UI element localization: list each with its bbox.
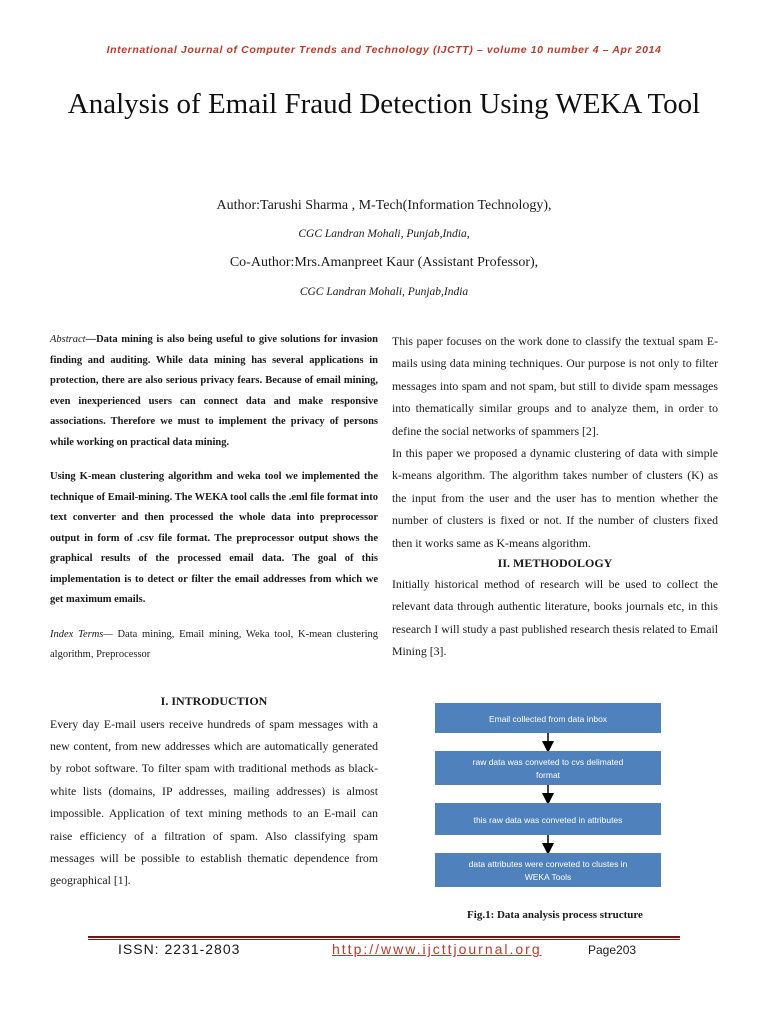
introduction-text: Every day E-mail users receive hundreds of spam messages with a new content, from new addresses which are automatically generated by robot software. To filter spam with traditional methods as black-white lists (domains, IP addresses, mailing addresses) is almost impossible. Application of text mining methods to an E-mail can raise efficiency of a filtration of spam. Also classifying spam messages will be possible to establish thematic dependence from geographical [1]. <box>50 716 378 888</box>
index-terms-label: Index Terms— <box>50 628 113 640</box>
footer-issn: ISSN: 2231-2803 <box>118 941 241 957</box>
process-box-1-label: Email collected from data inbox <box>488 714 608 724</box>
figure-caption: Fig.1: Data analysis process structure <box>467 909 643 921</box>
footer-page-number: Page203 <box>588 943 637 957</box>
process-box-3-label: this raw data was conveted in attributes <box>473 815 623 825</box>
right-paragraph-1: This paper focuses on the work done to classify the textual spam E-mails using data mining techniques. Our purpose is not only to filter messages into spam and not spam, but still to divide spam messages into thematically similar groups and to analyze them, in order to define the social networks of spammers [2]. <box>392 334 718 438</box>
process-box-2-label-line2: format <box>535 770 561 780</box>
right-paragraph-2: In this paper we proposed a dynamic clustering of data with simple k-means algorithm. The algorithm takes number of clusters (K) as the input from the user and the user has to mention whether the number of clusters is fixed or not. If the number of clusters fixed then it works same as K-means algorithm. <box>392 446 718 550</box>
introduction-heading: I. INTRODUCTION <box>160 693 268 708</box>
author-affiliation: CGC Landran Mohali, Punjab,India, <box>298 228 470 240</box>
footer-rule <box>88 936 680 938</box>
index-terms-text: Data mining, Email mining, Weka tool, K-mean clustering algorithm, Preprocessor <box>50 628 378 660</box>
process-box-2-label-line1: raw data was conveted to cvs delimated <box>472 757 624 767</box>
abstract-text: Data mining is also being useful to give solutions for invasion finding and auditing. While data mining has several applications in protection, there are also serious privacy fears. Because of email mining, even inexperienced users can connect data and make responsive associations. Therefore we must to implement the privacy of persons while working on practical data mining. <box>50 334 378 448</box>
abstract-paragraph-2: Using K-mean clustering algorithm and weka tool we implemented the technique of Email-mining. The WEKA tool calls the .eml file format into text converter and then processed the whole data into preprocessor output in form of .csv file format. The preprocessor output shows the graphical results of the processed email data. The goal of this implementation is to detect or filter the email addresses from which we get maximum emails. <box>50 471 378 605</box>
left-column <box>50 330 378 892</box>
coauthor-line: Co-Author:Mrs.Amanpreet Kaur (Assistant Professor), <box>229 255 539 270</box>
abstract-dash: — <box>85 334 97 345</box>
footer-rule-thin <box>88 939 680 940</box>
author-line: Author:Tarushi Sharma , M-Tech(Information Technology), <box>216 198 552 213</box>
index-terms <box>50 625 378 666</box>
process-diagram <box>435 703 661 889</box>
abstract-label: Abstract <box>50 334 86 345</box>
abstract-paragraph <box>50 330 378 453</box>
coauthor-affiliation: CGC Landran Mohali, Punjab,India <box>299 286 469 298</box>
right-column <box>392 330 718 663</box>
process-box-4-label-line2: WEKA Tools <box>524 872 572 882</box>
footer-url-link[interactable]: http://www.ijcttjournal.org <box>332 941 542 957</box>
process-box-4-label-line1: data attributes were conveted to clustes in <box>468 859 628 869</box>
journal-header: International Journal of Computer Trends and Technology (IJCTT) – volume 10 number 4 – Apr 2014 <box>106 44 662 56</box>
paper-title: Analysis of Email Fraud Detection Using WEKA Tool <box>67 88 701 120</box>
methodology-heading: II. METHODOLOGY <box>497 556 613 571</box>
methodology-text: Initially historical method of research will be used to collect the relevant data through authentic literature, books journals etc, in this research I will study a past published research thesis related to Email Mining [3]. <box>392 577 718 659</box>
